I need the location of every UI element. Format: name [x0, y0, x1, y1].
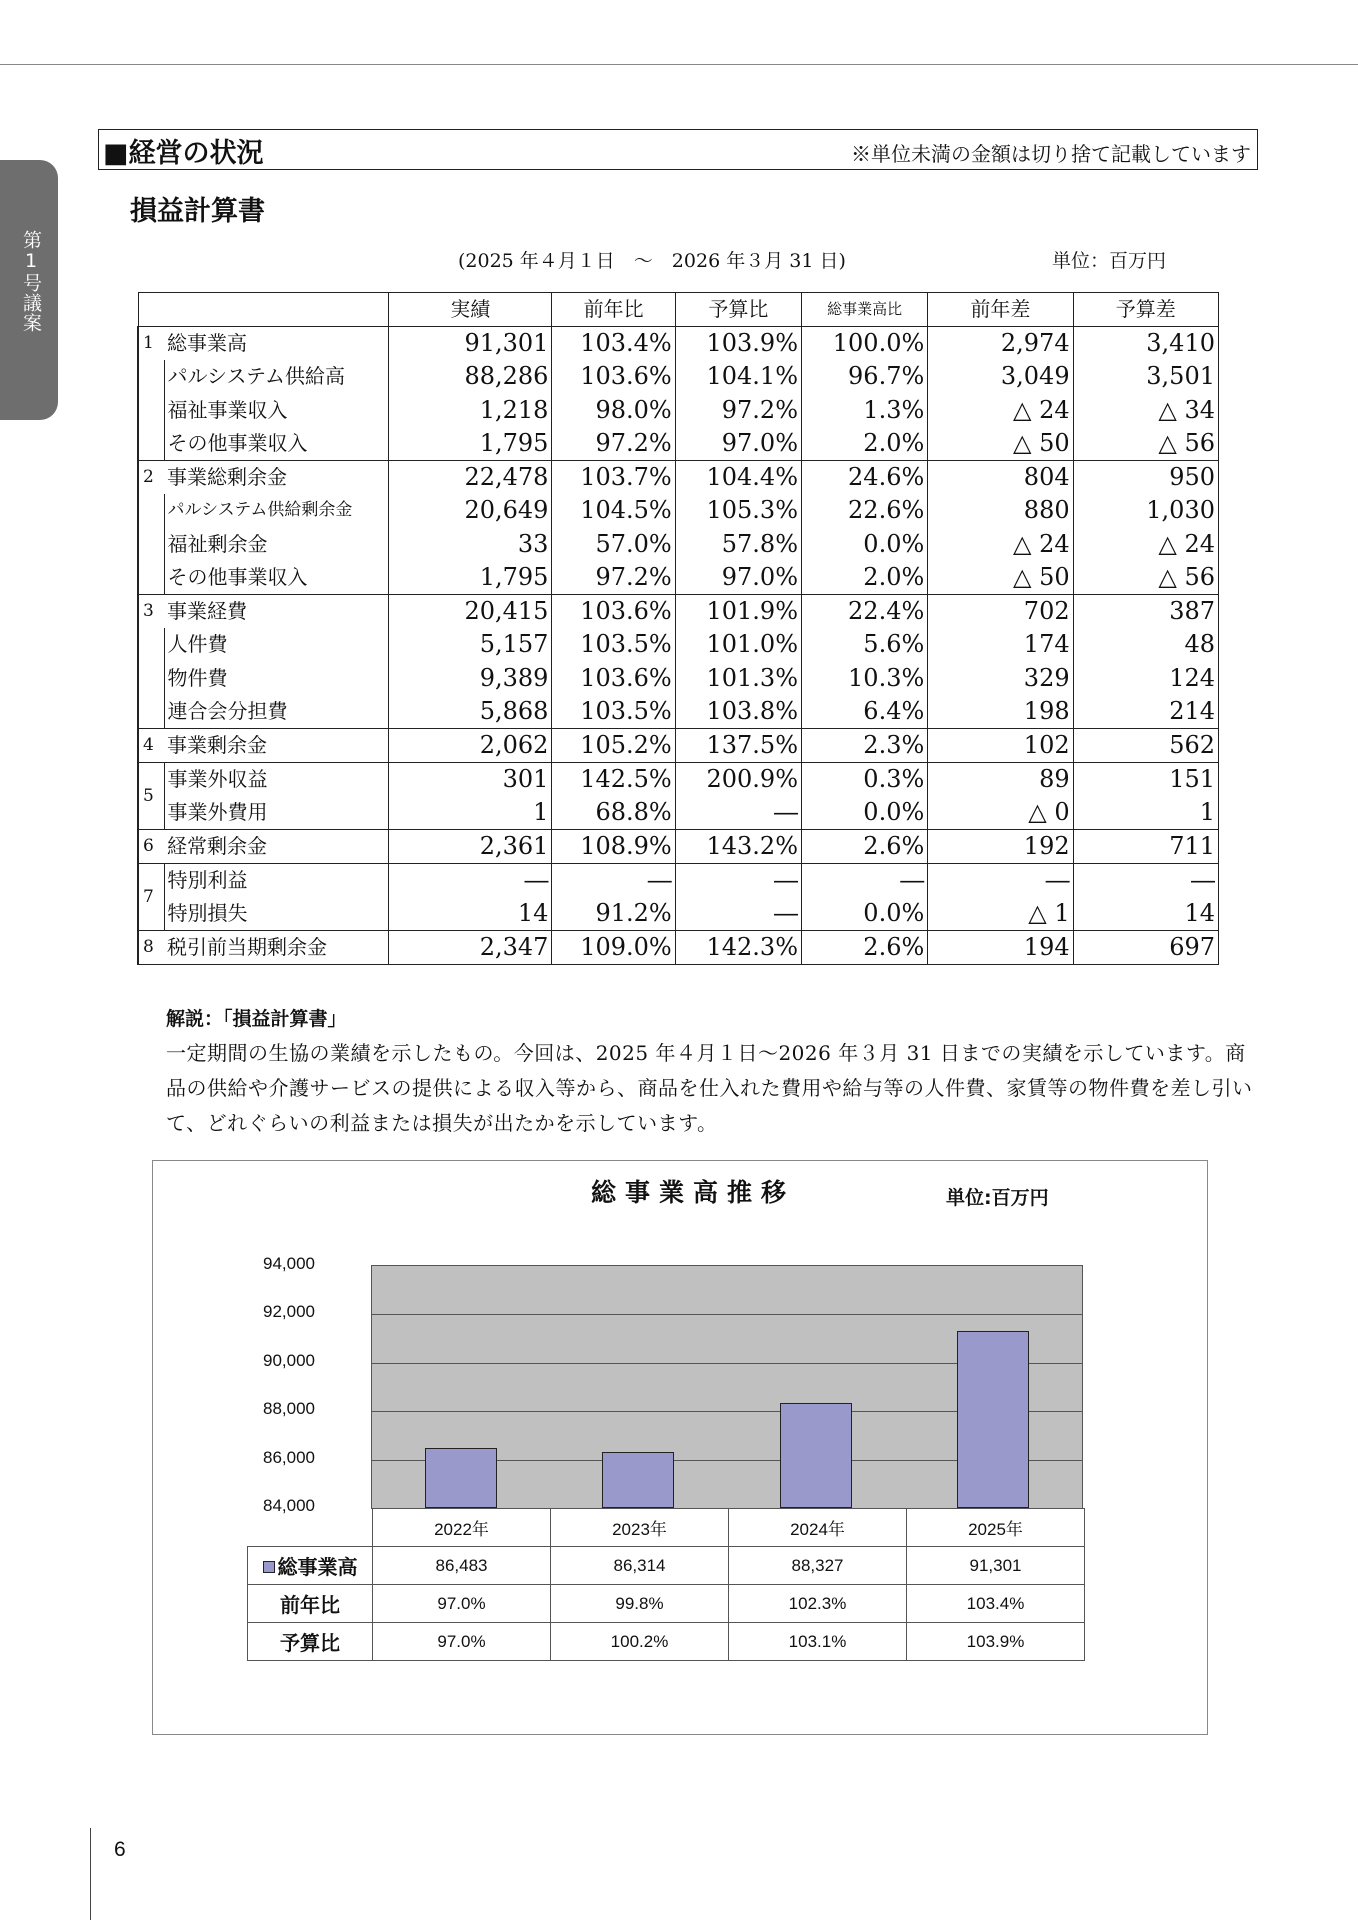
data-label: 97.0%: [373, 1623, 551, 1661]
row-label: 税引前当期剰余金: [164, 931, 389, 965]
table-row: [138, 595, 1219, 629]
value-cell: 5,157: [389, 628, 552, 662]
value-cell: ―: [675, 864, 801, 898]
value-cell: 103.8%: [675, 695, 801, 729]
value-cell: 194: [928, 931, 1073, 965]
row-label: パルシステム供給高: [164, 360, 389, 394]
value-cell: 91.2%: [552, 897, 675, 931]
table-row: [138, 796, 1219, 830]
row-index: 5: [138, 763, 164, 830]
unit-label: 単位：百万円: [1052, 250, 1167, 272]
value-cell: 91,301: [389, 327, 552, 361]
value-cell: 105.2%: [552, 729, 675, 763]
value-cell: 2.6%: [802, 931, 928, 965]
value-cell: 100.0%: [802, 327, 928, 361]
table-header-row: [138, 293, 1219, 327]
value-cell: 97.2%: [552, 561, 675, 595]
y-tick-label: 94,000: [263, 1254, 315, 1273]
value-cell: 98.0%: [552, 394, 675, 428]
table-row: [138, 494, 1219, 528]
value-cell: △ 34: [1073, 394, 1218, 428]
value-cell: 192: [928, 830, 1073, 864]
value-cell: 124: [1073, 662, 1218, 696]
table-row: [138, 763, 1219, 797]
value-cell: 48: [1073, 628, 1218, 662]
table-body: [138, 327, 1219, 965]
table-row: [138, 461, 1219, 495]
value-cell: 702: [928, 595, 1073, 629]
bar: [780, 1403, 852, 1508]
value-cell: 88,286: [389, 360, 552, 394]
y-tick-label: 90,000: [263, 1350, 315, 1370]
budget-row: [248, 1623, 1085, 1661]
value-cell: 33: [389, 528, 552, 562]
row-label: 事業総剰余金: [164, 461, 389, 495]
value-cell: 10.3%: [802, 662, 928, 696]
value-cell: 103.5%: [552, 695, 675, 729]
value-cell: 68.8%: [552, 796, 675, 830]
value-cell: 24.6%: [802, 461, 928, 495]
value-cell: 174: [928, 628, 1073, 662]
page-number: 6: [114, 1838, 126, 1861]
row-label: 事業外費用: [164, 796, 389, 830]
header-cell: 前年差: [928, 293, 1073, 327]
row-label: 特別利益: [164, 864, 389, 898]
value-cell: ―: [1073, 864, 1218, 898]
value-cell: ―: [802, 864, 928, 898]
value-cell: 1: [389, 796, 552, 830]
value-cell: 143.2%: [675, 830, 801, 864]
table-row: [138, 628, 1219, 662]
category-label: 2025年: [907, 1509, 1085, 1547]
value-cell: 1,795: [389, 427, 552, 461]
table-row: [138, 427, 1219, 461]
value-cell: 103.6%: [552, 360, 675, 394]
value-cell: 137.5%: [675, 729, 801, 763]
value-cell: ―: [675, 796, 801, 830]
value-cell: 2,361: [389, 830, 552, 864]
value-cell: 3,501: [1073, 360, 1218, 394]
row-index: 2: [138, 461, 164, 495]
value-cell: 711: [1073, 830, 1218, 864]
value-cell: 103.7%: [552, 461, 675, 495]
value-cell: 22.4%: [802, 595, 928, 629]
data-label: 100.2%: [551, 1623, 729, 1661]
row-index: [138, 394, 164, 428]
value-cell: 2.3%: [802, 729, 928, 763]
data-label: 86,483: [373, 1547, 551, 1585]
row-label: 事業外収益: [164, 763, 389, 797]
y-tick-label: 86,000: [263, 1447, 315, 1467]
value-cell: △ 24: [928, 394, 1073, 428]
row-index: 4: [138, 729, 164, 763]
bar: [602, 1452, 674, 1508]
value-cell: 2,974: [928, 327, 1073, 361]
row-label: その他事業収入: [164, 561, 389, 595]
header-cell: 予算比: [675, 293, 801, 327]
value-cell: 97.0%: [675, 427, 801, 461]
series-row: [248, 1547, 1085, 1585]
value-cell: 109.0%: [552, 931, 675, 965]
value-cell: 329: [928, 662, 1073, 696]
value-cell: 9,389: [389, 662, 552, 696]
sales-trend-chart: [152, 1160, 1208, 1735]
row-index: [138, 494, 164, 528]
value-cell: 2.0%: [802, 427, 928, 461]
value-cell: 950: [1073, 461, 1218, 495]
header-blank: [138, 293, 389, 327]
value-cell: 97.0%: [675, 561, 801, 595]
section-title: ■経営の状況: [103, 138, 264, 169]
value-cell: 0.0%: [802, 897, 928, 931]
value-cell: 301: [389, 763, 552, 797]
value-cell: 103.6%: [552, 662, 675, 696]
value-cell: △ 56: [1073, 561, 1218, 595]
table-row: [138, 360, 1219, 394]
category-label: 2022年: [373, 1509, 551, 1547]
value-cell: 104.1%: [675, 360, 801, 394]
value-cell: 20,649: [389, 494, 552, 528]
row-label: 人件費: [164, 628, 389, 662]
value-cell: △ 50: [928, 561, 1073, 595]
y-tick-label: 88,000: [263, 1399, 315, 1419]
section-header: [98, 129, 1258, 170]
chart-data-table: [247, 1508, 1085, 1661]
table-row: [138, 864, 1219, 898]
value-cell: △ 56: [1073, 427, 1218, 461]
value-cell: 104.4%: [675, 461, 801, 495]
value-cell: 103.9%: [675, 327, 801, 361]
value-cell: 103.6%: [552, 595, 675, 629]
row-label: 福祉剰余金: [164, 528, 389, 562]
chapter-tab-label: 第1号議案: [20, 230, 42, 333]
y-tick-label: 84,000: [263, 1496, 315, 1515]
row-label: 事業剰余金: [164, 729, 389, 763]
value-cell: 198: [928, 695, 1073, 729]
value-cell: 105.3%: [675, 494, 801, 528]
value-cell: 103.4%: [552, 327, 675, 361]
value-cell: 142.3%: [675, 931, 801, 965]
value-cell: 5.6%: [802, 628, 928, 662]
footer-rule: [90, 1828, 91, 1920]
row-label: 物件費: [164, 662, 389, 696]
value-cell: 2.6%: [802, 830, 928, 864]
value-cell: 1.3%: [802, 394, 928, 428]
value-cell: 142.5%: [552, 763, 675, 797]
data-label: 99.8%: [551, 1585, 729, 1623]
row-index: [138, 662, 164, 696]
value-cell: 2,062: [389, 729, 552, 763]
value-cell: 104.5%: [552, 494, 675, 528]
row-label: 経常剰余金: [164, 830, 389, 864]
category-row: [248, 1509, 1085, 1547]
gridline: [372, 1314, 1082, 1315]
header-cell: 予算差: [1073, 293, 1218, 327]
value-cell: ―: [389, 864, 552, 898]
row-label: 事業経費: [164, 595, 389, 629]
value-cell: 562: [1073, 729, 1218, 763]
value-cell: 20,415: [389, 595, 552, 629]
document-title: 損益計算書: [130, 196, 265, 227]
data-label: 88,327: [729, 1547, 907, 1585]
value-cell: △ 0: [928, 796, 1073, 830]
value-cell: 697: [1073, 931, 1218, 965]
row-label: 予算比: [248, 1623, 373, 1661]
data-label: 102.3%: [729, 1585, 907, 1623]
row-label: 特別損失: [164, 897, 389, 931]
legend-key: [263, 1561, 275, 1573]
value-cell: 1: [1073, 796, 1218, 830]
value-cell: 1,795: [389, 561, 552, 595]
row-index: 7: [138, 864, 164, 931]
value-cell: 101.0%: [675, 628, 801, 662]
period-label: (2025 年４月１日 ～ 2026 年３月 31 日): [458, 250, 846, 272]
value-cell: 2.0%: [802, 561, 928, 595]
category-label: 2023年: [551, 1509, 729, 1547]
bar: [425, 1448, 497, 1508]
data-label: 91,301: [907, 1547, 1085, 1585]
row-index: 1: [138, 327, 164, 361]
row-index: [138, 628, 164, 662]
data-label: 103.9%: [907, 1623, 1085, 1661]
value-cell: 22,478: [389, 461, 552, 495]
value-cell: 14: [389, 897, 552, 931]
explanation-body: 一定期間の生協の業績を示したもの。今回は、2025 年４月１日～2026 年３月 31 日までの実績を示しています。商品の供給や介護サービスの提供による収入等から、商品を仕入れた費用や給与等の人件費、家賃等の物件費を差し引いて、どれぐらいの利益または損失が出たかを示しています。: [166, 1041, 1253, 1135]
yoy-row: [248, 1585, 1085, 1623]
category-label: 2024年: [729, 1509, 907, 1547]
value-cell: 200.9%: [675, 763, 801, 797]
value-cell: 96.7%: [802, 360, 928, 394]
value-cell: 1,218: [389, 394, 552, 428]
row-index: 3: [138, 595, 164, 629]
value-cell: 57.0%: [552, 528, 675, 562]
value-cell: 101.3%: [675, 662, 801, 696]
data-label: 103.1%: [729, 1623, 907, 1661]
row-index: [138, 695, 164, 729]
y-tick-label: 92,000: [263, 1302, 315, 1322]
value-cell: 214: [1073, 695, 1218, 729]
value-cell: 804: [928, 461, 1073, 495]
value-cell: 89: [928, 763, 1073, 797]
row-label: 連合会分担費: [164, 695, 389, 729]
value-cell: ―: [552, 864, 675, 898]
row-label: パルシステム供給剰余金: [164, 494, 389, 528]
value-cell: 2,347: [389, 931, 552, 965]
value-cell: 387: [1073, 595, 1218, 629]
top-rule: [0, 64, 1358, 65]
value-cell: △ 24: [928, 528, 1073, 562]
row-index: [138, 360, 164, 394]
value-cell: 97.2%: [552, 427, 675, 461]
header-cell: 前年比: [552, 293, 675, 327]
chart-unit: 単位:百万円: [946, 1187, 1049, 1209]
data-label: 97.0%: [373, 1585, 551, 1623]
value-cell: 3,410: [1073, 327, 1218, 361]
plot-area: [371, 1265, 1083, 1509]
value-cell: 0.0%: [802, 796, 928, 830]
row-label: 総事業高: [164, 327, 389, 361]
explanation-heading: 解説：「損益計算書」: [166, 1008, 347, 1030]
value-cell: 1,030: [1073, 494, 1218, 528]
row-index: 8: [138, 931, 164, 965]
header-cell: 総事業高比: [802, 293, 928, 327]
table-row: [138, 729, 1219, 763]
table-row: [138, 897, 1219, 931]
series-legend: [248, 1547, 373, 1585]
income-statement-table: [137, 292, 1219, 965]
corner-cell: [248, 1509, 373, 1547]
value-cell: △ 1: [928, 897, 1073, 931]
table-row: [138, 695, 1219, 729]
value-cell: ―: [675, 897, 801, 931]
value-cell: 101.9%: [675, 595, 801, 629]
value-cell: ―: [928, 864, 1073, 898]
value-cell: 102: [928, 729, 1073, 763]
table-row: [138, 327, 1219, 361]
section-note: ※単位未満の金額は切り捨て記載しています: [851, 142, 1251, 166]
value-cell: △ 50: [928, 427, 1073, 461]
value-cell: △ 24: [1073, 528, 1218, 562]
row-label: 福祉事業収入: [164, 394, 389, 428]
row-index: [138, 427, 164, 461]
data-label: 86,314: [551, 1547, 729, 1585]
row-index: 6: [138, 830, 164, 864]
table-row: [138, 394, 1219, 428]
value-cell: 151: [1073, 763, 1218, 797]
value-cell: 103.5%: [552, 628, 675, 662]
chapter-tab: [0, 160, 58, 420]
value-cell: 5,868: [389, 695, 552, 729]
series-name: 総事業高: [277, 1557, 358, 1579]
value-cell: 0.3%: [802, 763, 928, 797]
header-cell: 実績: [389, 293, 552, 327]
table-row: [138, 561, 1219, 595]
value-cell: 22.6%: [802, 494, 928, 528]
table-row: [138, 830, 1219, 864]
table-row: [138, 528, 1219, 562]
value-cell: 880: [928, 494, 1073, 528]
chart-title: 総事業高推移: [591, 1178, 796, 1207]
row-index: [138, 528, 164, 562]
value-cell: 108.9%: [552, 830, 675, 864]
table-row: [138, 662, 1219, 696]
value-cell: 6.4%: [802, 695, 928, 729]
value-cell: 97.2%: [675, 394, 801, 428]
value-cell: 57.8%: [675, 528, 801, 562]
value-cell: 14: [1073, 897, 1218, 931]
value-cell: 0.0%: [802, 528, 928, 562]
row-label: 前年比: [248, 1585, 373, 1623]
data-label: 103.4%: [907, 1585, 1085, 1623]
row-index: [138, 561, 164, 595]
table-row: [138, 931, 1219, 965]
bar: [957, 1331, 1029, 1508]
row-label: その他事業収入: [164, 427, 389, 461]
value-cell: 3,049: [928, 360, 1073, 394]
